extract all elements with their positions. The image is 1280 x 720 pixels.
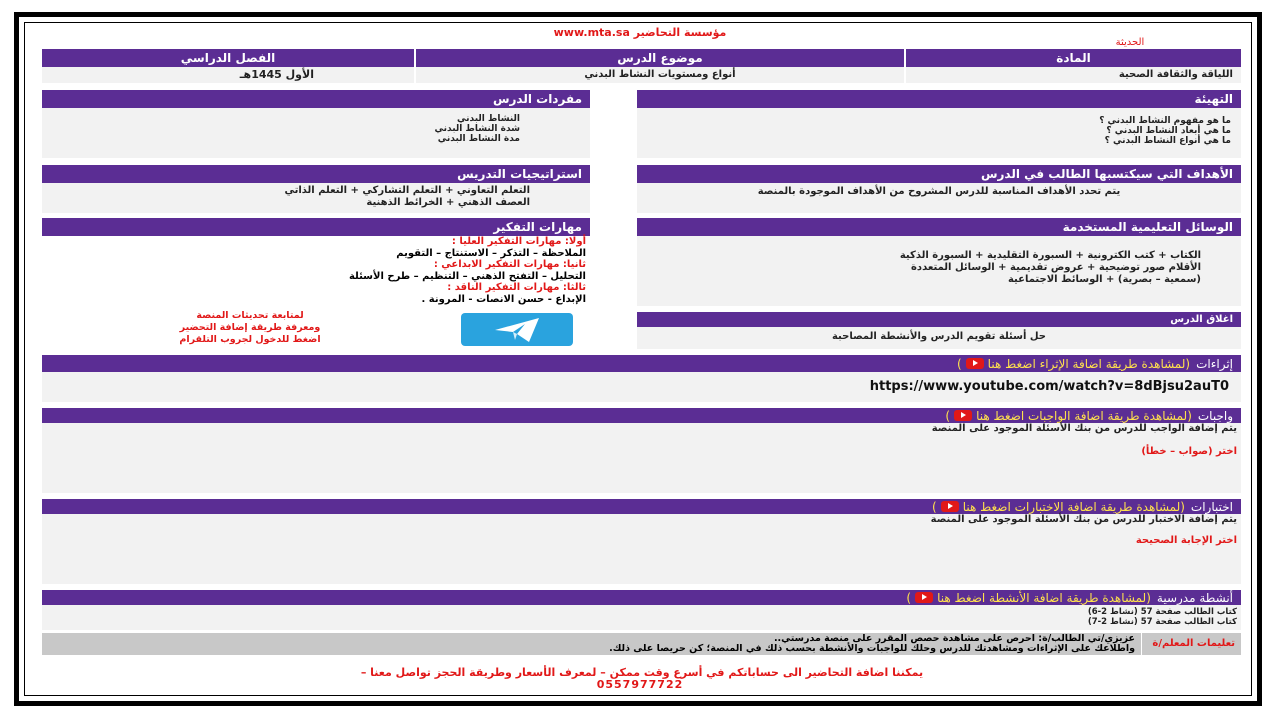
site-name: مؤسسة التحاضير www.mta.sa	[553, 26, 727, 39]
strategies-line: التعلم التعاوني + التعلم التشاركي + التعلم الذاتي	[284, 185, 530, 196]
activities-header[interactable]: أنشطة مدرسية (لمشاهدة طريقة اضافة الأنشطة اضغط هنا )	[42, 590, 1241, 605]
youtube-icon[interactable]	[915, 592, 933, 603]
semester-value: الأول 1445هـ	[42, 67, 414, 83]
strategies-line: العصف الذهني + الخرائط الذهنية	[366, 197, 530, 208]
homework-choice: اختر (صواب – خطأ)	[1141, 446, 1237, 457]
intro-line: ما هي أنواع النشاط البدني ؟	[1104, 136, 1231, 146]
intro-title: التهيئة	[637, 90, 1241, 108]
tools-line: (سمعية – بصرية) + الوسائط الاجتماعية	[1007, 274, 1201, 285]
thinking-body	[42, 236, 590, 306]
thinking-heading: أولا: مهارات التفكير العليا :	[451, 236, 586, 247]
activities-line: كتاب الطالب صفحة 57 (نشاط 2-7)	[1087, 617, 1237, 627]
thinking-line: الملاحظة – التذكر – الاستنتاج – التقويم	[396, 247, 586, 259]
vocabulary-title: مفردات الدرس	[42, 90, 590, 108]
topic-value: أنواع ومستويات النشاط البدني	[416, 67, 904, 83]
objectives-text: يتم تحدد الأهداف المناسبة للدرس المشروح من الأهداف الموجودة بالمنصة	[637, 183, 1241, 213]
closing-title: اغلاق الدرس	[637, 312, 1241, 327]
vocabulary-line: النشاط البدني	[457, 114, 520, 124]
youtube-icon[interactable]	[966, 358, 984, 369]
instructions-line: واطلاعك على الإثراءات ومشاهدتك للدرس وحلك للواجبات والأنشطة بحسب ذلك في المنصة؛ كن حريصا على ذلك.	[609, 643, 1135, 654]
activities-line: كتاب الطالب صفحة 57 (نشاط 2-6)	[1087, 607, 1237, 617]
intro-body	[637, 108, 1241, 158]
strategies-title: استراتيجيات التدريس	[42, 165, 590, 183]
objectives-title: الأهداف التي سيكتسبها الطالب في الدرس	[637, 165, 1241, 183]
tests-header[interactable]: اختبارات (لمشاهدة طريقة اضافة الاختبارات اضغط هنا )	[42, 499, 1241, 514]
telegram-line: لمتابعة تحديثات المنصة	[196, 310, 304, 321]
tests-text: يتم إضافة الاختبار للدرس من بنك الأسئلة الموجود على المنصة	[930, 514, 1237, 525]
tools-line: الأقلام صور توضيحية + عروض تقديمية + الوسائل المتعددة	[911, 262, 1201, 273]
tests-body	[42, 514, 1241, 584]
thinking-heading: ثانيا: مهارات التفكير الابداعي :	[433, 259, 586, 270]
tests-title: اختبارات	[1190, 499, 1233, 514]
tests-link[interactable]: (لمشاهدة طريقة اضافة الاختبارات اضغط هنا	[962, 499, 1185, 514]
thinking-heading: ثالثا: مهارات التفكير الناقد :	[447, 282, 586, 293]
enrichment-url[interactable]: https://www.youtube.com/watch?v=8dBjsu2auT0	[42, 372, 1241, 402]
homework-header[interactable]: واجبات (لمشاهدة طريقة اضافة الواجبات اضغط هنا )	[42, 408, 1241, 423]
enrichment-title: إثراءات	[1196, 356, 1233, 371]
thinking-title: مهارات التفكير	[42, 218, 590, 236]
tools-title: الوسائل التعليمية المستخدمة	[637, 218, 1241, 236]
vocabulary-line: شدة النشاط البدني	[434, 124, 520, 134]
intro-line: ما هي أبعاد النشاط البدني ؟	[1106, 126, 1231, 136]
tests-choice: اختر الإجابة الصحيحة	[1135, 535, 1237, 546]
subject-value: اللياقة والثقافة الصحية	[906, 67, 1241, 83]
closing-text: حل أسئلة تقويم الدرس والأنشطة المصاحبة	[637, 327, 1241, 349]
vocabulary-line: مدة النشاط البدني	[437, 134, 520, 144]
enrichment-header[interactable]: إثراءات (لمشاهدة طريقة اضافة الإثراء اضغط هنا )	[42, 355, 1241, 372]
activities-link[interactable]: (لمشاهدة طريقة اضافة الأنشطة اضغط هنا	[937, 590, 1151, 605]
topic-label: موضوع الدرس	[416, 49, 904, 67]
enrichment-link[interactable]: (لمشاهدة طريقة اضافة الإثراء اضغط هنا	[987, 356, 1191, 371]
strategies-body	[42, 183, 590, 213]
instructions-label: تعليمات المعلم/ة	[1142, 633, 1241, 655]
tools-line: الكتاب + كتب الكترونية + السبورة التقليدية + السبورة الذكية	[899, 250, 1201, 261]
site-subtitle: الحديثة	[1115, 37, 1145, 48]
footer-phone[interactable]: 0557977722	[596, 678, 684, 691]
instructions-body	[42, 633, 1141, 655]
homework-link[interactable]: (لمشاهدة طريقة اضافة الواجبات اضغط هنا	[976, 408, 1192, 423]
telegram-line: اضغط للدخول لجروب التلقرام	[179, 334, 321, 345]
footer-text: يمكننا اضافة التحاضير الى حساباتكم في أسرع وقت ممكن – لمعرف الأسعار وطريقة الحجز تواصل معنا –	[360, 666, 924, 679]
homework-body	[42, 423, 1241, 493]
thinking-line: الإبداع - حسن الانصات - المرونة .	[421, 293, 586, 305]
intro-line: ما هو مفهوم النشاط البدني ؟	[1099, 116, 1231, 126]
subject-label: المادة	[906, 49, 1241, 67]
telegram-button[interactable]	[461, 313, 573, 346]
activities-body	[42, 605, 1241, 630]
homework-text: يتم إضافة الواجب للدرس من بنك الأسئلة الموجود على المنصة	[931, 423, 1237, 434]
semester-label: الفصل الدراسي	[42, 49, 414, 67]
activities-title: أنشطة مدرسية	[1156, 590, 1233, 605]
telegram-text[interactable]	[130, 310, 370, 346]
vocabulary-body	[42, 108, 590, 158]
youtube-icon[interactable]	[954, 410, 972, 421]
instructions-line: عزيزي/تي الطالب/ة: احرص على مشاهدة حصص المقرر على منصة مدرستي..	[773, 633, 1135, 644]
homework-title: واجبات	[1197, 408, 1233, 423]
tools-body	[637, 236, 1241, 306]
telegram-line: ومعرفة طريقة إضافة التحضير	[179, 322, 321, 333]
youtube-icon[interactable]	[941, 501, 959, 512]
thinking-line: التحليل – التفتح الذهني – التنظيم – طرح الأسئلة	[348, 270, 586, 282]
telegram-icon	[487, 316, 547, 344]
